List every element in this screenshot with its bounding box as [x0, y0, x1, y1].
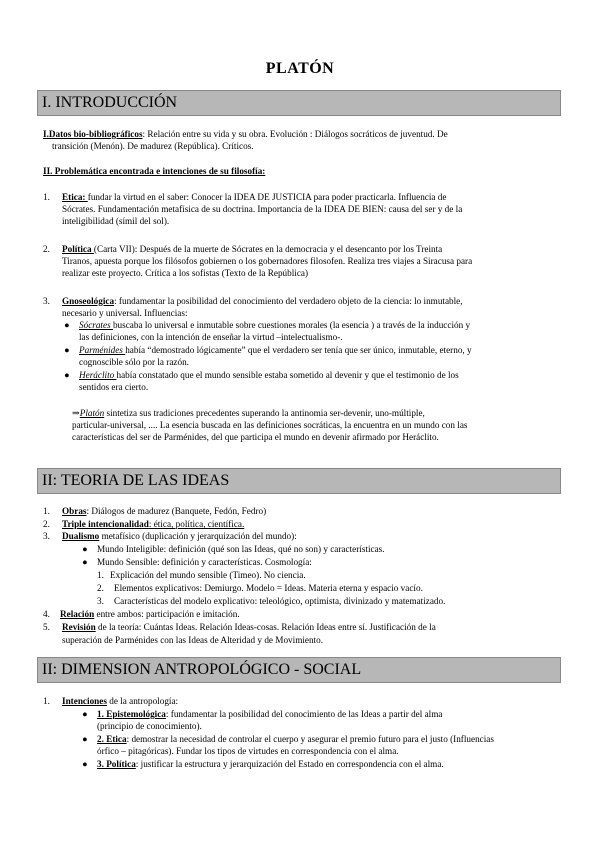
elementos-line: Elementos explicativos: Demiurgo. Modelo = Ideas. Materia eterna y espacio vacío. [114, 583, 423, 593]
influence-socrates-line2: las definiciones, con la intención de enseñar la virtud –intelectualismo-. [79, 332, 343, 342]
bullet-dot: ● [82, 709, 88, 719]
influence-heraclito-line1: Heráclito había constatado que el mundo sensible estaba sometido al devenir y que el testimonio de los [79, 370, 459, 380]
bullet-dot: ● [64, 345, 70, 355]
intencionalidad-line: Triple intencionalidad: ética, política, científica. [62, 519, 245, 529]
list-number: 1. [97, 570, 104, 580]
list-number: 3. [43, 296, 50, 306]
mundo-inteligible-line: Mundo Inteligible: definición (qué son las Ideas, qué no son) y características. [97, 544, 385, 554]
bullet-dot: ● [64, 370, 70, 380]
influence-socrates-line1: Sócrates buscaba lo universal e inmutable sobre cuestiones morales (la esencia ) a través de la inducción y [79, 320, 471, 330]
bullet-dot: ● [82, 544, 88, 554]
gnoseologica-line2: necesario y universal. Influencias: [62, 308, 188, 318]
relacion-line: Relación entre ambos: participación e imitación. [60, 609, 240, 619]
epistemologica-line1: 1. Epistemológica: fundamentar la posibilidad del conocimiento de las Ideas a partir del alma [97, 709, 443, 719]
bullet-dot: ● [82, 734, 88, 744]
bio-paragraph-line1: I.Datos bio-bibliográficos: Relación entre su vida y su obra. Evolución : Diálogos socráticos de juventud. De [43, 129, 448, 139]
influence-parmenides-line1: Parménides había “demostrado lógicamente” que el verdadero ser tenía que ser único, inmutable, eterno, y [79, 345, 472, 355]
list-number: 1. [43, 192, 50, 202]
politica-line1: Política (Carta VII): Después de la muerte de Sócrates en la democracia y el desencanto por los Treinta [62, 244, 443, 254]
list-number: 2. [97, 583, 104, 593]
revision-line1: Revisión de la teoría: Cuántas Ideas. Relación Ideas-cosas. Relación Ideas entre sí. Justificación de la [62, 622, 436, 632]
bullet-dot: ● [82, 759, 88, 769]
section-heading-introduccion [37, 90, 561, 116]
synthesis-line3: características del ser de Parménides, del que participa el mundo en devenir afirmado por Heráclito. [72, 432, 439, 442]
bullet-dot: ● [64, 320, 70, 330]
section-heading-text: II: TEORIA DE LAS IDEAS [42, 472, 230, 489]
list-number: 1. [43, 696, 50, 706]
epistemologica-line2: (principio de conocimiento). [97, 721, 202, 731]
section-heading-antropologico [37, 657, 561, 683]
document-title: PLATÓN [265, 60, 335, 77]
list-number: 3. [43, 531, 50, 541]
list-number: 2. [43, 244, 50, 254]
synthesis-line1: ⇒Platón sintetiza sus tradiciones precedentes superando la antinomia ser-devenir, uno-múltiple, [72, 408, 425, 418]
bullet-dot: ● [82, 557, 88, 567]
list-number: 4. [43, 609, 50, 619]
politica-line3: realizar este proyecto. Crítica a los sofistas (Texto de la República) [62, 268, 309, 278]
mundo-sensible-line: Mundo Sensible: definición y características. Cosmología: [97, 557, 312, 567]
section-heading-text: II: DIMENSION ANTROPOLÓGICO - SOCIAL [42, 661, 362, 678]
section-heading-teoria-ideas [37, 468, 561, 494]
bio-paragraph-line2: transición (Menón). De madurez (República). Críticos. [52, 141, 254, 151]
section-heading-text: I. INTRODUCCIÓN [42, 94, 178, 111]
caracteristicas-line: Características del modelo explicativo: teleológico, optimista, divinizado y matematizado. [114, 596, 446, 606]
revision-line2: superación de Parménides con las Ideas de Alteridad y de Movimiento. [62, 635, 324, 645]
synthesis-line2: particular-universal, .... La esencia buscada en las definiciones socráticas, la encuentra en un mundo con las [72, 420, 468, 430]
dualismo-line: Dualismo metafísico (duplicación y jerarquización del mundo): [62, 531, 297, 541]
etica-line1: Etica: fundar la virtud en el saber: Conocer la IDEA DE JUSTICIA para poder practicarla. Influencia de [62, 192, 447, 202]
list-number: 2. [43, 519, 50, 529]
list-number: 1. [43, 506, 50, 516]
gnoseologica-line1: Gnoseológica: fundamentar la posibilidad del conocimiento del verdadero objeto de la ciencia: lo inmutable, [62, 296, 463, 306]
influence-parmenides-line2: cognoscible sólo por la razón. [79, 357, 189, 367]
intenciones-line: Intenciones de la antropología: [62, 696, 179, 706]
etica-line3: inteligibilidad (símil del sol). [62, 216, 170, 226]
list-number: 5. [43, 622, 50, 632]
etica-line2: Sócrates. Fundamentación metafísica de su doctrina. Importancia de la IDEA DE BIEN: causa del ser y de la [62, 204, 463, 214]
etica2-line2: órfico – pitagóricas). Fundar los tipos de virtudes en correspondencia con el alma. [97, 746, 399, 756]
obras-line: Obras: Diálogos de madurez (Banquete, Fedón, Fedro) [62, 506, 267, 516]
list-number: 3. [97, 596, 104, 606]
politica2-line1: 3. Política: justificar la estructura y jerarquización del Estado en correspondencia con el alma. [97, 759, 444, 769]
politica-line2: Tiranos, apuesta porque los filósofos gobiernen o los gobernadores filosofen. Realiza tres viajes a Siracusa para [62, 256, 473, 266]
problem-heading: II. Problemática encontrada e intenciones de su filosofía: [43, 166, 266, 176]
explicacion-line: Explicación del mundo sensible (Timeo). No ciencia. [110, 570, 306, 580]
influence-heraclito-line2: sentidos era cierto. [79, 382, 149, 392]
etica2-line1: 2. Etica: demostrar la necesidad de controlar el cuerpo y asegurar el premio futuro para el justo (Influencias [97, 734, 494, 744]
